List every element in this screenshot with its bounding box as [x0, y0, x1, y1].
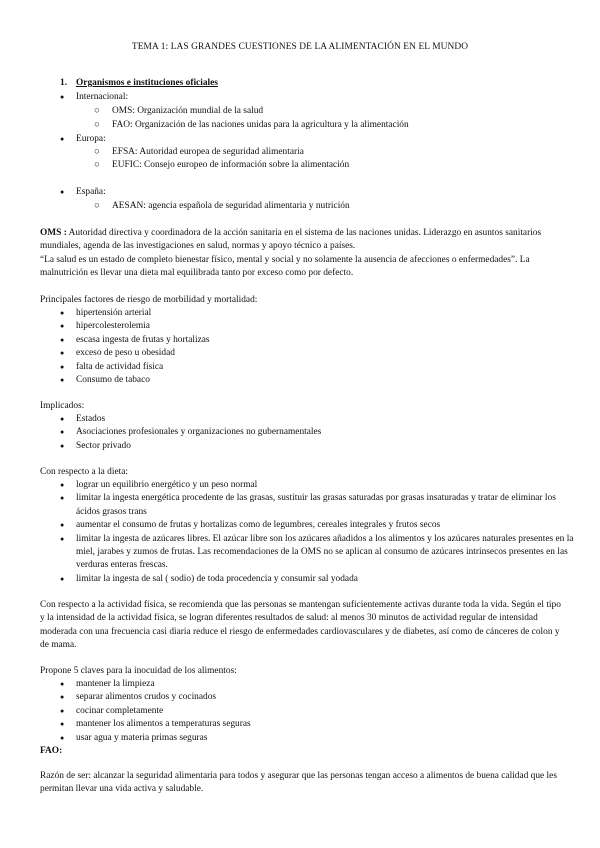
circle-bullet-icon: ○	[94, 201, 100, 211]
oms-text: Autoridad directiva y coordinadora de la acción sanitaria en el sistema de las naciones unidas. Liderazgo en asuntos sanitarios mundiales, agenda de las investigaciones en salud, normas y apoyo técnico a países.	[40, 228, 542, 252]
bullet-icon: ●	[60, 93, 65, 101]
sub-item-text: EFSA: Autoridad europea de seguridad alimentaria	[112, 147, 304, 157]
section-label: Organismos e instituciones oficiales	[76, 78, 218, 88]
list-item: ● separar alimentos crudos y cocinados	[60, 691, 574, 704]
list-item: ● usar agua y materia primas seguras	[60, 732, 574, 745]
fao-label: FAO:	[40, 746, 63, 756]
section-heading	[60, 77, 218, 90]
list-item: ● Asociaciones profesionales y organizaciones no gubernamentales	[60, 426, 574, 439]
list-item: ● hipercolesterolemia	[60, 320, 574, 333]
group-label: España:	[76, 187, 106, 197]
dieta-list	[60, 479, 574, 586]
sub-item-text: FAO: Organización de las naciones unidas para la agricultura y la alimentación	[112, 120, 409, 130]
circle-bullet-icon: ○	[94, 147, 100, 157]
list-item: ● Estados	[60, 413, 574, 426]
risk-list	[60, 307, 574, 387]
actividad-paragraph: Con respecto a la actividad física, se recomienda que las personas se mantengan suficientemente activas durante toda la vida. Según el tipo y la intensidad de la actividad física, se logran diferentes resultados de salud: al menos 30 minutos de actividad regular de intensidad moderada con una frecuencia casi diaria reduce el riesgo de enfermedades cardiovasculares y de diabetes, así como de cánceres de colon y de mama.	[40, 600, 561, 651]
list-item: ● falta de actividad física	[60, 361, 574, 374]
bullet-icon: ●	[60, 135, 65, 143]
list-item: ● Sector privado	[60, 440, 574, 453]
list-item: ● cocinar completamente	[60, 705, 574, 718]
sub-item	[94, 200, 350, 213]
bullet-icon: ●	[60, 188, 65, 196]
list-item: ● limitar la ingesta de sal ( sodio) de toda procedencia y consumir sal yodada	[60, 573, 574, 586]
list-item: ● mantener los alimentos a temperaturas seguras	[60, 718, 574, 731]
fao-paragraph: Razón de ser: alcanzar la seguridad alimentaria para todos y asegurar que las personas tengan acceso a alimentos de buena calidad que les permitan llevar una vida activa y saludable.	[40, 771, 557, 795]
oms-quote: “La salud es un estado de completo bienestar físico, mental y social y no solamente la ausencia de afecciones o enfermedades”. La malnutrición es llevar una dieta mal equilibrada tanto por exceso como por defecto.	[40, 254, 530, 279]
risk-heading: Principales factores de riesgo de morbilidad y mortalidad:	[40, 295, 258, 305]
list-item: ● Consumo de tabaco	[60, 374, 574, 387]
list-item: ● lograr un equilibrio energético y un peso normal	[60, 479, 574, 492]
group-label: Internacional:	[76, 92, 129, 102]
group-espana	[60, 186, 106, 199]
sub-item	[94, 146, 304, 159]
list-item: ● exceso de peso u obesidad	[60, 347, 574, 360]
page-title: TEMA 1: LAS GRANDES CUESTIONES DE LA ALIMENTACIÓN EN EL MUNDO	[131, 42, 469, 52]
list-item: ● aumentar el consumo de frutas y hortalizas como de legumbres, cereales integrales y frutos secos	[60, 519, 574, 532]
oms-label: OMS :	[40, 228, 67, 238]
circle-bullet-icon: ○	[94, 106, 100, 116]
list-item: ● mantener la limpieza	[60, 678, 574, 691]
sub-item	[94, 105, 263, 118]
group-label: Europa:	[76, 134, 106, 144]
sub-item	[94, 119, 409, 132]
section-number: 1.	[60, 78, 68, 88]
circle-bullet-icon: ○	[94, 120, 100, 130]
list-item: ● limitar la ingesta energética procedente de las grasas, sustituir las grasas saturadas por grasas insaturadas y tratar de eliminar los ácidos grasos trans	[60, 492, 574, 519]
list-item: ● hipertensión arterial	[60, 307, 574, 320]
sub-item-text: EUFIC: Consejo europeo de información sobre la alimentación	[112, 160, 350, 170]
oms-paragraph	[40, 227, 565, 281]
claves-heading: Propone 5 claves para la inocuidad de los alimentos:	[40, 666, 237, 676]
group-internacional	[60, 91, 128, 104]
list-item: ● escasa ingesta de frutas y hortalizas	[60, 334, 574, 347]
dieta-heading: Con respecto a la dieta:	[40, 467, 128, 477]
implicados-heading: Implicados:	[40, 401, 85, 411]
implicados-list	[60, 413, 574, 453]
list-item: ● limitar la ingesta de azúcares libres. El azúcar libre son los azúcares añadidos a los alimentos y los azúcares naturales presentes en la miel, jarabes y zumos de frutas. Las recomendaciones de la OMS no se aplican al consumo de azúcares intrínsecos presentes en las verduras enteras frescas.	[60, 533, 574, 573]
circle-bullet-icon: ○	[94, 160, 100, 170]
sub-item-text: AESAN: agencia española de seguridad alimentaria y nutrición	[112, 201, 350, 211]
sub-item-text: OMS: Organización mundial de la salud	[112, 106, 264, 116]
claves-list	[60, 678, 574, 745]
sub-item	[94, 159, 349, 172]
group-europa	[60, 133, 106, 146]
